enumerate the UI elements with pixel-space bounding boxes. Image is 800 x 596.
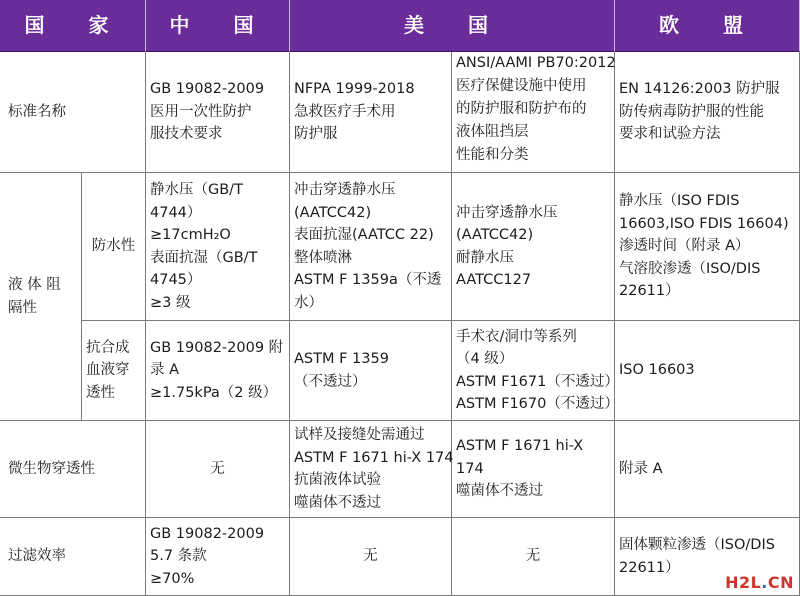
standard-name-usa-nfpa (290, 52, 452, 173)
row-label-standard-name: 标准名称 (0, 52, 146, 173)
cell-line: 4744） (150, 204, 202, 221)
cell-line: 抗合成 (86, 339, 130, 356)
cell-line: ASTM F 1671 hi-X 174 (294, 449, 454, 466)
filter-usa-ansi: 无 (452, 518, 615, 596)
waterproof-eu (615, 173, 800, 321)
cell-line: 表面抗湿（GB/T (150, 249, 258, 266)
cell-line: ASTM F 1671 hi-X (456, 438, 584, 455)
cell-line: ASTM F1671（不透过） (456, 373, 619, 390)
header-usa: 美 国 (290, 0, 615, 52)
header-eu: 欧 盟 (615, 0, 800, 52)
blood-usa-ansi (452, 321, 619, 421)
cell-line: 渗透时间（附录 A） (619, 238, 750, 255)
row-label-microbe: 微生物穿透性 (0, 421, 146, 518)
cell-line: 服技术要求 (150, 126, 223, 143)
watermark-cn: CN (767, 573, 794, 592)
filter-china (146, 518, 290, 596)
cell-line: ASTM F1670（不透过） (456, 396, 619, 412)
cell-line: EN 14126:2003 防护服 (619, 81, 780, 98)
row-label-filtration: 过滤效率 (0, 518, 146, 596)
cell-line: ASTM F 1359 (294, 351, 389, 367)
cell-line: ≥17cmH₂O (150, 227, 231, 243)
waterproof-usa-nfpa (290, 173, 452, 321)
row-label-liquid-barrier (0, 173, 82, 421)
cell-line: 要求和试验方法 (619, 126, 721, 143)
cell-line: 174 (456, 460, 484, 477)
cell-line: ≥3 级 (150, 294, 191, 311)
cell-line: 水） (294, 294, 323, 311)
cell-line: AATCC127 (456, 272, 532, 288)
cell-line: 急救医疗手术用 (294, 103, 396, 120)
cell-line: GB 19082-2009 (150, 81, 265, 98)
cell-line: 耐静水压 (456, 249, 514, 266)
blood-china (146, 321, 290, 421)
cell-line: ISO 16603 (619, 362, 695, 379)
cell-line: 防传病毒防护服的性能 (619, 103, 764, 120)
sub-label-waterproof: 防水性 (82, 173, 146, 321)
cell-line: 液体阻挡层 (456, 124, 529, 140)
cell-line: 22611） (619, 283, 680, 300)
cell-line: GB 19082-2009 (150, 525, 265, 542)
cell-line: 16603,ISO FDIS 16604) (619, 215, 789, 232)
cell-line: 透性 (86, 384, 115, 401)
cell-line: 气溶胶渗透（ISO/DIS (619, 260, 761, 277)
cell-line: 隔性 (8, 299, 37, 316)
cell-line: 冲击穿透静水压 (294, 182, 396, 198)
filter-usa-nfpa: 无 (290, 518, 452, 596)
cell-line: 血液穿 (86, 362, 130, 379)
cell-line: 手术衣/洞巾等系列 (456, 328, 577, 345)
cell-line: 试样及接缝处需通过 (294, 427, 425, 443)
cell-line: 性能和分类 (456, 147, 529, 163)
cell-line: 医疗保健设施中使用 (456, 78, 587, 94)
cell-line: 噬菌体不透过 (456, 483, 543, 500)
watermark-dot: . (761, 573, 768, 592)
standard-name-usa-ansi (452, 52, 615, 173)
watermark-h2l: H2L (725, 573, 762, 592)
cell-line: 冲击穿透静水压 (456, 204, 558, 221)
cell-line: 固体颗粒渗透（ISO/DIS (619, 537, 775, 553)
cell-line: ANSI/AAMI PB70:2012 (456, 55, 616, 71)
cell-line: GB 19082-2009 附 (150, 339, 284, 356)
cell-line: ≥70% (150, 570, 195, 587)
header-country: 国 家 (0, 0, 146, 52)
cell-line: 的防护服和防护布的 (456, 101, 587, 117)
cell-line: (AATCC42) (456, 227, 534, 243)
cell-line: 表面抗湿(AATCC 22) (294, 227, 434, 243)
cell-line: 录 A (150, 362, 180, 379)
sub-label-synthetic-blood (82, 321, 146, 421)
cell-line: ≥1.75kPa（2 级） (150, 384, 278, 401)
microbe-china: 无 (146, 421, 290, 518)
cell-line: 附录 A (619, 460, 663, 477)
cell-line: 5.7 条款 (150, 548, 207, 565)
cell-line: 液 体 阻 (8, 277, 61, 293)
cell-line: NFPA 1999-2018 (294, 81, 415, 98)
cell-line: 医用一次性防护 (150, 103, 252, 120)
waterproof-usa-ansi (452, 173, 615, 321)
standard-name-eu (615, 52, 800, 173)
microbe-eu (615, 421, 800, 518)
cell-line: 整体喷淋 (294, 249, 352, 266)
cell-line: 22611） (619, 559, 680, 576)
cell-line: 静水压（GB/T (150, 182, 243, 198)
blood-usa-nfpa (290, 321, 452, 421)
cell-line: 抗菌液体试验 (294, 472, 381, 488)
waterproof-china (146, 173, 290, 321)
cell-line: (AATCC42) (294, 204, 372, 221)
cell-line: 防护服 (294, 126, 338, 143)
header-china: 中 国 (146, 0, 290, 52)
cell-line: （不透过） (294, 373, 367, 390)
microbe-usa-ansi (452, 421, 615, 518)
blood-eu (615, 321, 800, 421)
standard-name-china (146, 52, 290, 173)
microbe-usa-nfpa (290, 421, 452, 518)
site-watermark (725, 573, 794, 592)
cell-line: 4745） (150, 272, 202, 288)
cell-line: ASTM F 1359a（不透 (294, 272, 442, 288)
cell-line: 噬菌体不透过 (294, 494, 381, 511)
cell-line: （4 级） (456, 351, 514, 367)
cell-line: 静水压（ISO FDIS (619, 193, 740, 210)
